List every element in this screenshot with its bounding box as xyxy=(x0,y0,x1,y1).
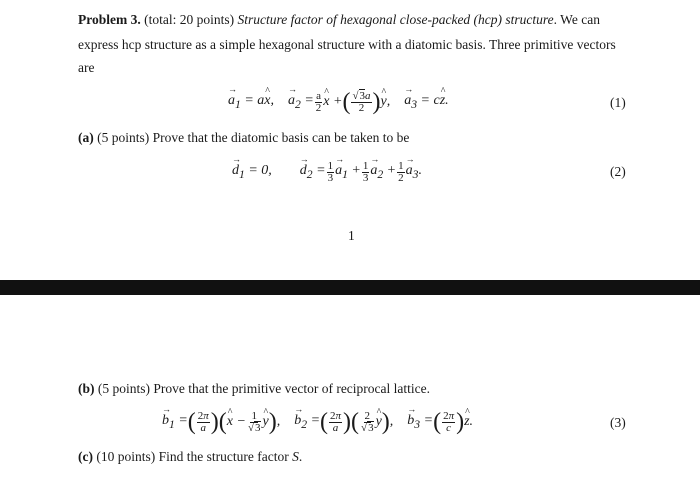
part-b-body: (5 points) Prove that the primitive vector of reciprocal lattice. xyxy=(94,381,431,396)
part-c-text xyxy=(78,447,638,466)
part-c-symbol: S xyxy=(292,449,299,464)
page-number: 1 xyxy=(348,228,355,243)
problem-intro-tail: . We can xyxy=(553,12,600,27)
part-a-text xyxy=(78,128,638,147)
equation-3: → $b_1$ = ( $\frac{2\pi}{a}$ ) ( ^ x − $\frac{1}{√3}$ ^ y ) , → $b_2$ = ( $\frac{2\pi}{a}$ ) ( $\frac{2}{√3}$ ^ y ) , → $b_3$ = ( $\frac{2\pi}{c}$ ) ^ z. xyxy=(162,402,473,442)
part-b-text xyxy=(78,379,638,398)
equation-2: → $d_1 = 0$, → $d_2$ = $\frac{1}{3}$ → $a_1$ + $\frac{1}{3}$ → $a_2$ + $\frac{1}{2}$ → $a_3$. xyxy=(232,152,422,192)
equation-1-number: (1) xyxy=(610,95,626,110)
part-a-label: (a) xyxy=(78,130,94,145)
page-bottom xyxy=(0,295,700,484)
problem-intro xyxy=(78,10,638,29)
part-c-body: (10 points) Find the structure factor xyxy=(92,449,293,464)
equation-2-number: (2) xyxy=(610,164,626,179)
problem-title: Structure factor of hexagonal close-packed (hcp) structure xyxy=(237,12,554,27)
equation-1: → $a_1$ = a^ x, → $a_2$ = $\frac{a}{2}$ ^ x + ( $\frac{√3a}{2}$ ) ^ y, → $a_3$ = c^ z. xyxy=(228,82,449,122)
equation-3-number: (3) xyxy=(610,415,626,430)
problem-intro-line2: express hcp structure as a simple hexagonal structure with a diatomic basis. Three primitive vectors xyxy=(78,37,616,52)
part-c-label: (c) xyxy=(78,449,93,464)
problem-intro-line3: are xyxy=(78,60,95,75)
problem-points: (total: 20 points) xyxy=(140,12,238,27)
part-a-body: (5 points) Prove that the diatomic basis can be taken to be xyxy=(93,130,410,145)
page-divider xyxy=(0,280,700,295)
part-b-label: (b) xyxy=(78,381,95,396)
problem-heading: Problem 3. xyxy=(78,12,141,27)
part-c-tail: . xyxy=(298,449,303,464)
